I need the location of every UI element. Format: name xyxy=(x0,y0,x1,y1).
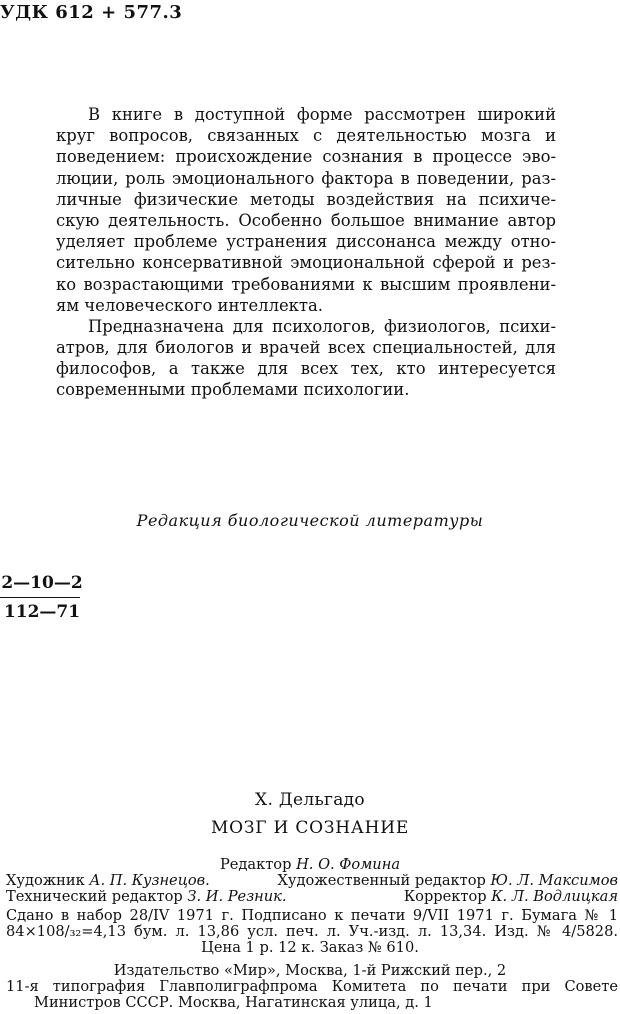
tech-editor-label: Технический редактор xyxy=(6,888,183,905)
book-title: МОЗГ И СОЗНАНИЕ xyxy=(210,818,410,838)
art-editor-name: Ю. Л. Максимов xyxy=(490,872,618,889)
publisher-line: Издательство «Мир», Москва, 1-й Рижский пер., 2 xyxy=(113,962,507,979)
annotation-line: скую деятельность. Особенно большое внимание автор xyxy=(56,210,556,230)
annotation-line: ко возрастающими требованиями к высшим проявлени- xyxy=(56,274,556,294)
art-editor-label: Художественный редактор xyxy=(277,872,486,889)
price-line: Цена 1 р. 12 к. Заказ № 610. xyxy=(201,939,419,956)
credits-row xyxy=(6,873,618,889)
annotation-line: люции, роль эмоционального фактора в поведении, раз- xyxy=(56,168,556,188)
author-name: X. Дельгадо xyxy=(255,790,365,810)
tech-editor-credit xyxy=(6,889,287,905)
classification-code xyxy=(0,573,84,622)
code-denominator: 112—71 xyxy=(3,602,81,622)
art-editor-credit xyxy=(278,873,618,889)
tech-editor-name: З. И. Резник. xyxy=(187,888,287,905)
print-data xyxy=(6,908,618,940)
printer-info xyxy=(6,979,618,1011)
annotation-line: современными проблемами психологии. xyxy=(56,380,410,400)
print-data-line: Сдано в набор 28/IV 1971 г. Подписано к печати 9/VII 1971 г. Бумага № 1 xyxy=(6,907,618,924)
annotation-line: философов, а также для всех тех, кто интересуется xyxy=(56,359,556,379)
printer-line: Министров СССР. Москва, Нагатинская улица, д. 1 xyxy=(34,994,433,1011)
udk-code: УДК 612 + 577.3 xyxy=(0,2,183,23)
annotation-line: сительно консервативной эмоциональной сферой и рез- xyxy=(56,253,556,273)
editor-label: Редактор xyxy=(219,856,292,873)
annotation-line: поведением: происхождение сознания в процессе эво- xyxy=(56,147,556,167)
staff-credits xyxy=(6,873,618,905)
editor-name: Н. О. Фомина xyxy=(296,856,401,873)
artist-label: Художник xyxy=(6,872,85,889)
print-data-line: 84×108/₃₂=4,13 бум. л. 13,86 усл. печ. л. Уч.-изд. л. 13,34. Изд. № 4/5828. xyxy=(6,923,618,940)
annotation-line: атров, для биологов и врачей всех специальностей, для xyxy=(56,338,556,358)
annotation-line: ям человеческого интеллекта. xyxy=(56,295,323,315)
corrector-name: К. Л. Водлицкая xyxy=(491,888,618,905)
annotation-line: В книге в доступной форме рассмотрен широкий xyxy=(88,105,556,124)
annotation-line: круг вопросов, связанных с деятельностью мозга и xyxy=(56,126,556,146)
printer-line: 11-я типография Главполиграфпрома Комитета по печати при Совете xyxy=(6,978,618,995)
annotation-line: уделяет проблеме устранения диссонанса между отно- xyxy=(56,232,556,252)
artist-name: А. П. Кузнецов. xyxy=(89,872,210,889)
annotation-line: личные физические методы воздействия на психиче- xyxy=(56,189,556,209)
annotation-line: Предназначена для психологов, физиологов, психи- xyxy=(88,316,556,336)
edition-note: Редакция биологической литературы xyxy=(136,511,484,530)
annotation xyxy=(56,104,556,401)
corrector-label: Корректор xyxy=(403,888,487,905)
code-numerator: 2—10—2 xyxy=(1,573,83,593)
credits-row xyxy=(6,889,618,905)
corrector-credit xyxy=(404,889,618,905)
editor-line xyxy=(0,857,620,873)
artist-credit xyxy=(6,873,210,889)
